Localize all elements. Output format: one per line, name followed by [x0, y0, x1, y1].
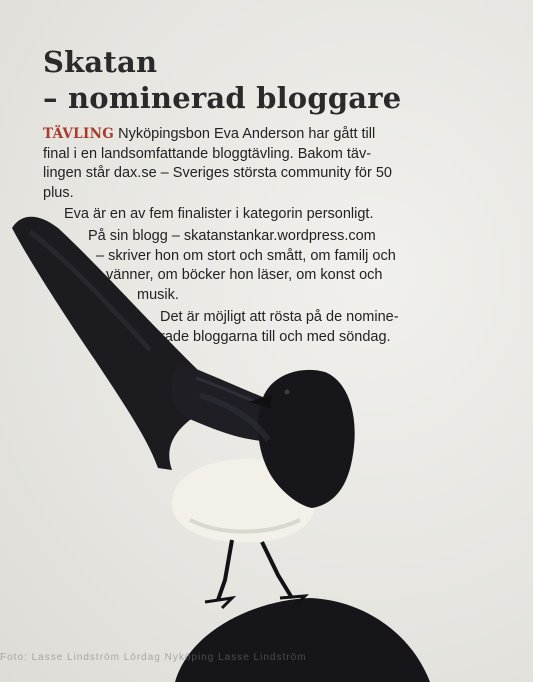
body-line: – skriver hon om stort och smått, om familj och — [96, 247, 396, 264]
kicker-label: TÄVLING — [43, 126, 115, 142]
page-bleed-text: Foto: Lasse Lindström Lördag Nyköping Lasse Lindström — [0, 652, 307, 663]
body-text: Nyköpingsbon Eva Anderson har gått till — [118, 126, 376, 142]
body-line: plus. — [43, 184, 74, 201]
headline-line-1: Skatan — [43, 45, 158, 79]
magpie-eye — [285, 390, 290, 395]
body-line: Det är möjligt att rösta på de nomine- — [160, 309, 399, 325]
body-line: lingen står dax.se – Sveriges största community för 50 — [43, 165, 392, 181]
body-line — [43, 125, 375, 145]
headline-line-2: – nominerad bloggare — [43, 81, 402, 115]
magpie-leg-right — [262, 542, 292, 598]
body-line: Eva är en av fem finalister i kategorin personligt. — [64, 206, 374, 222]
magpie-leg-left — [218, 540, 232, 600]
headline — [43, 44, 401, 116]
body-line: vänner, om böcker hon läser, om konst och — [106, 267, 383, 283]
body-line: final i en landsomfattande bloggtävling. Bakom täv- — [43, 145, 372, 162]
body-line: musik. — [137, 286, 179, 303]
body-line: På sin blogg – skatanstankar.wordpress.com — [88, 228, 376, 244]
body-line: rade bloggarna till och med söndag. — [160, 328, 391, 345]
dome-perch — [175, 598, 430, 682]
